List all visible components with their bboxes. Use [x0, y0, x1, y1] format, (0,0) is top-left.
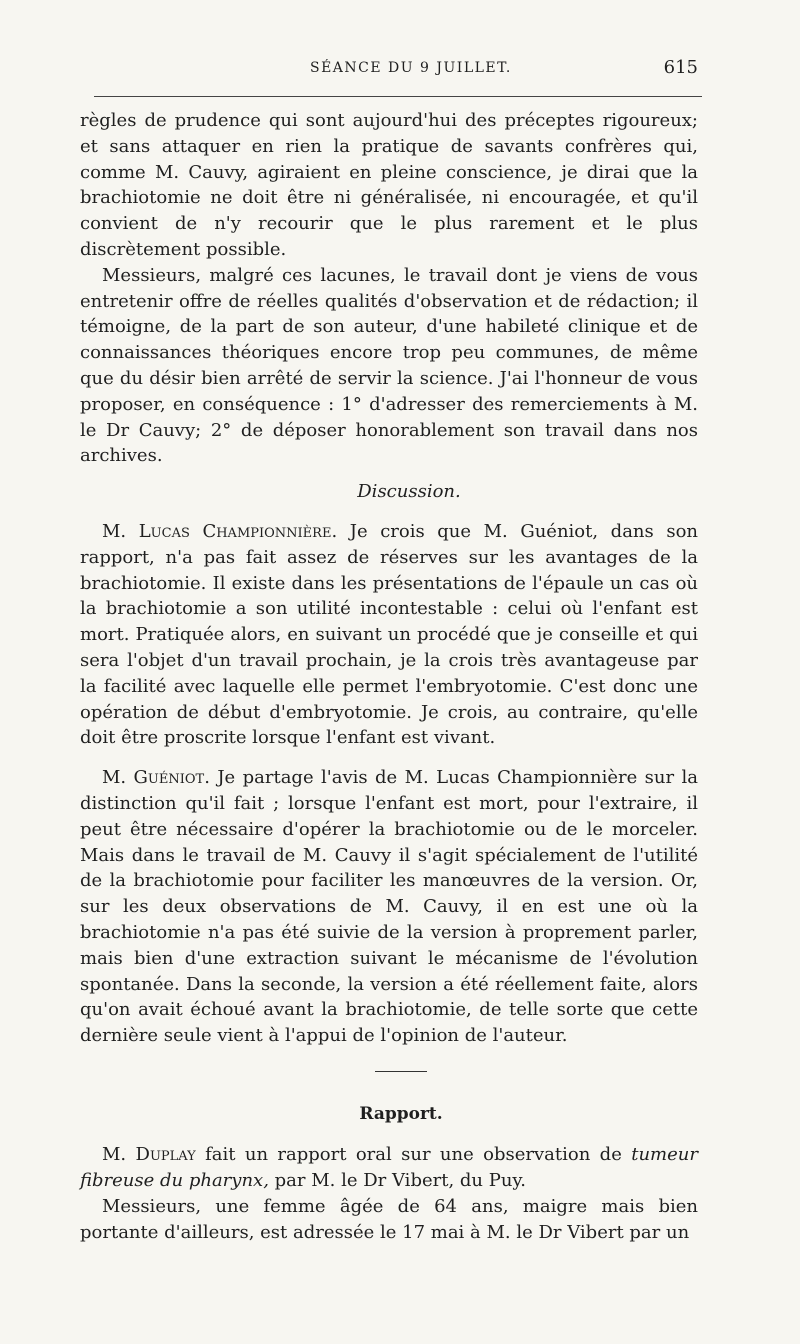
paragraph-lucas [80, 519, 698, 751]
paragraph-prudence: règles de prudence qui sont aujourd'hui des préceptes rigoureux; et sans attaquer en rien la pratique de savants confrères qui, comme M. Cauvy, agiraient en pleine conscience, je dirai que la brachiotomie ne doit être ni généralisée, ni encouragée, et qu'il convient de n'y recourir que le plus rarement et le plus discrètement possible. [80, 110, 698, 260]
section-divider [375, 1071, 427, 1073]
paragraph-duplay [80, 1142, 698, 1194]
paragraph-case: Messieurs, une femme âgée de 64 ans, maigre mais bien portante d'ailleurs, est adressée le 17 mai à M. le Dr Vibert par un [80, 1195, 698, 1243]
gueniot-text: Je partage l'avis de M. Lucas Championnière sur la distinction qu'il fait ; lorsque l'enfant est mort, pour l'extraire, il peut être nécessaire d'opérer la brachiotomie ou de le morceler. Mais dans le travail de M. Cauvy il s'agit spécialement de l'utilité de la brachiotomie pour faciliter les manœuvres de la version. Or, sur les deux observations de M. Cauvy, il en est une où la brachiotomie n'a pas été suivie de la version à proprement parler, mais bien d'une extraction suivant le mécanisme de l'évolution spontanée. Dans la seconde, la version a été réellement faite, alors qu'on avait échoué avant la brachiotomie, de telle sorte que cette dernière seule vient à l'appui de l'opinion de l'auteur. [80, 767, 698, 1047]
speaker-duplay: M. Duplay [102, 1144, 196, 1166]
page-number: 615 [663, 57, 698, 78]
discussion-heading: Discussion. [357, 481, 461, 503]
rapport-heading: Rapport. [359, 1104, 443, 1125]
paragraph-gueniot [80, 765, 698, 1049]
running-header [80, 57, 698, 86]
lucas-text: Je crois que M. Guéniot, dans son rapport, n'a pas fait assez de réserves sur les avantages de la brachiotomie. Il existe dans les présentations de l'épaule un cas où la brachiotomie a son utilité incontestable : celui où l'enfant est mort. Pratiquée alors, en suivant un procédé que je conseille et qui sera l'objet d'un travail prochain, je la crois très avantageuse par la facilité avec laquelle elle permet l'embryotomie. C'est donc une opération de début d'embryotomie. Je crois, au contraire, qu'elle doit être proscrite lorsque l'enfant est vivant. [80, 520, 698, 749]
running-title: SÉANCE DU 9 JUILLET. [310, 60, 512, 76]
paragraph-conclusion: Messieurs, malgré ces lacunes, le travail dont je viens de vous entretenir offre de réelles qualités d'observation et de rédaction; il témoigne, de la part de son auteur, d'une habileté clinique et de connaissances théoriques encore trop peu communes, de même que du désir bien arrêté de servir la science. J'ai l'honneur de vous proposer, en conséquence : 1° d'adresser des remerciements à M. le Dr Cauvy; 2° de déposer honorablement son travail dans nos archives. [80, 264, 698, 467]
body-text [80, 108, 698, 1245]
speaker-lucas: M. Lucas Championnière. [102, 520, 338, 542]
duplay-text-after: par M. le Dr Vibert, du Puy. [274, 1169, 526, 1191]
duplay-text-before: fait un rapport oral sur une observation de [205, 1144, 622, 1166]
paragraph-gap [80, 751, 698, 765]
duplay-title-italic: tumeur fibreuse du pharynx, [80, 1144, 698, 1191]
header-rule [94, 96, 702, 97]
speaker-gueniot: M. Guéniot. [102, 767, 210, 789]
